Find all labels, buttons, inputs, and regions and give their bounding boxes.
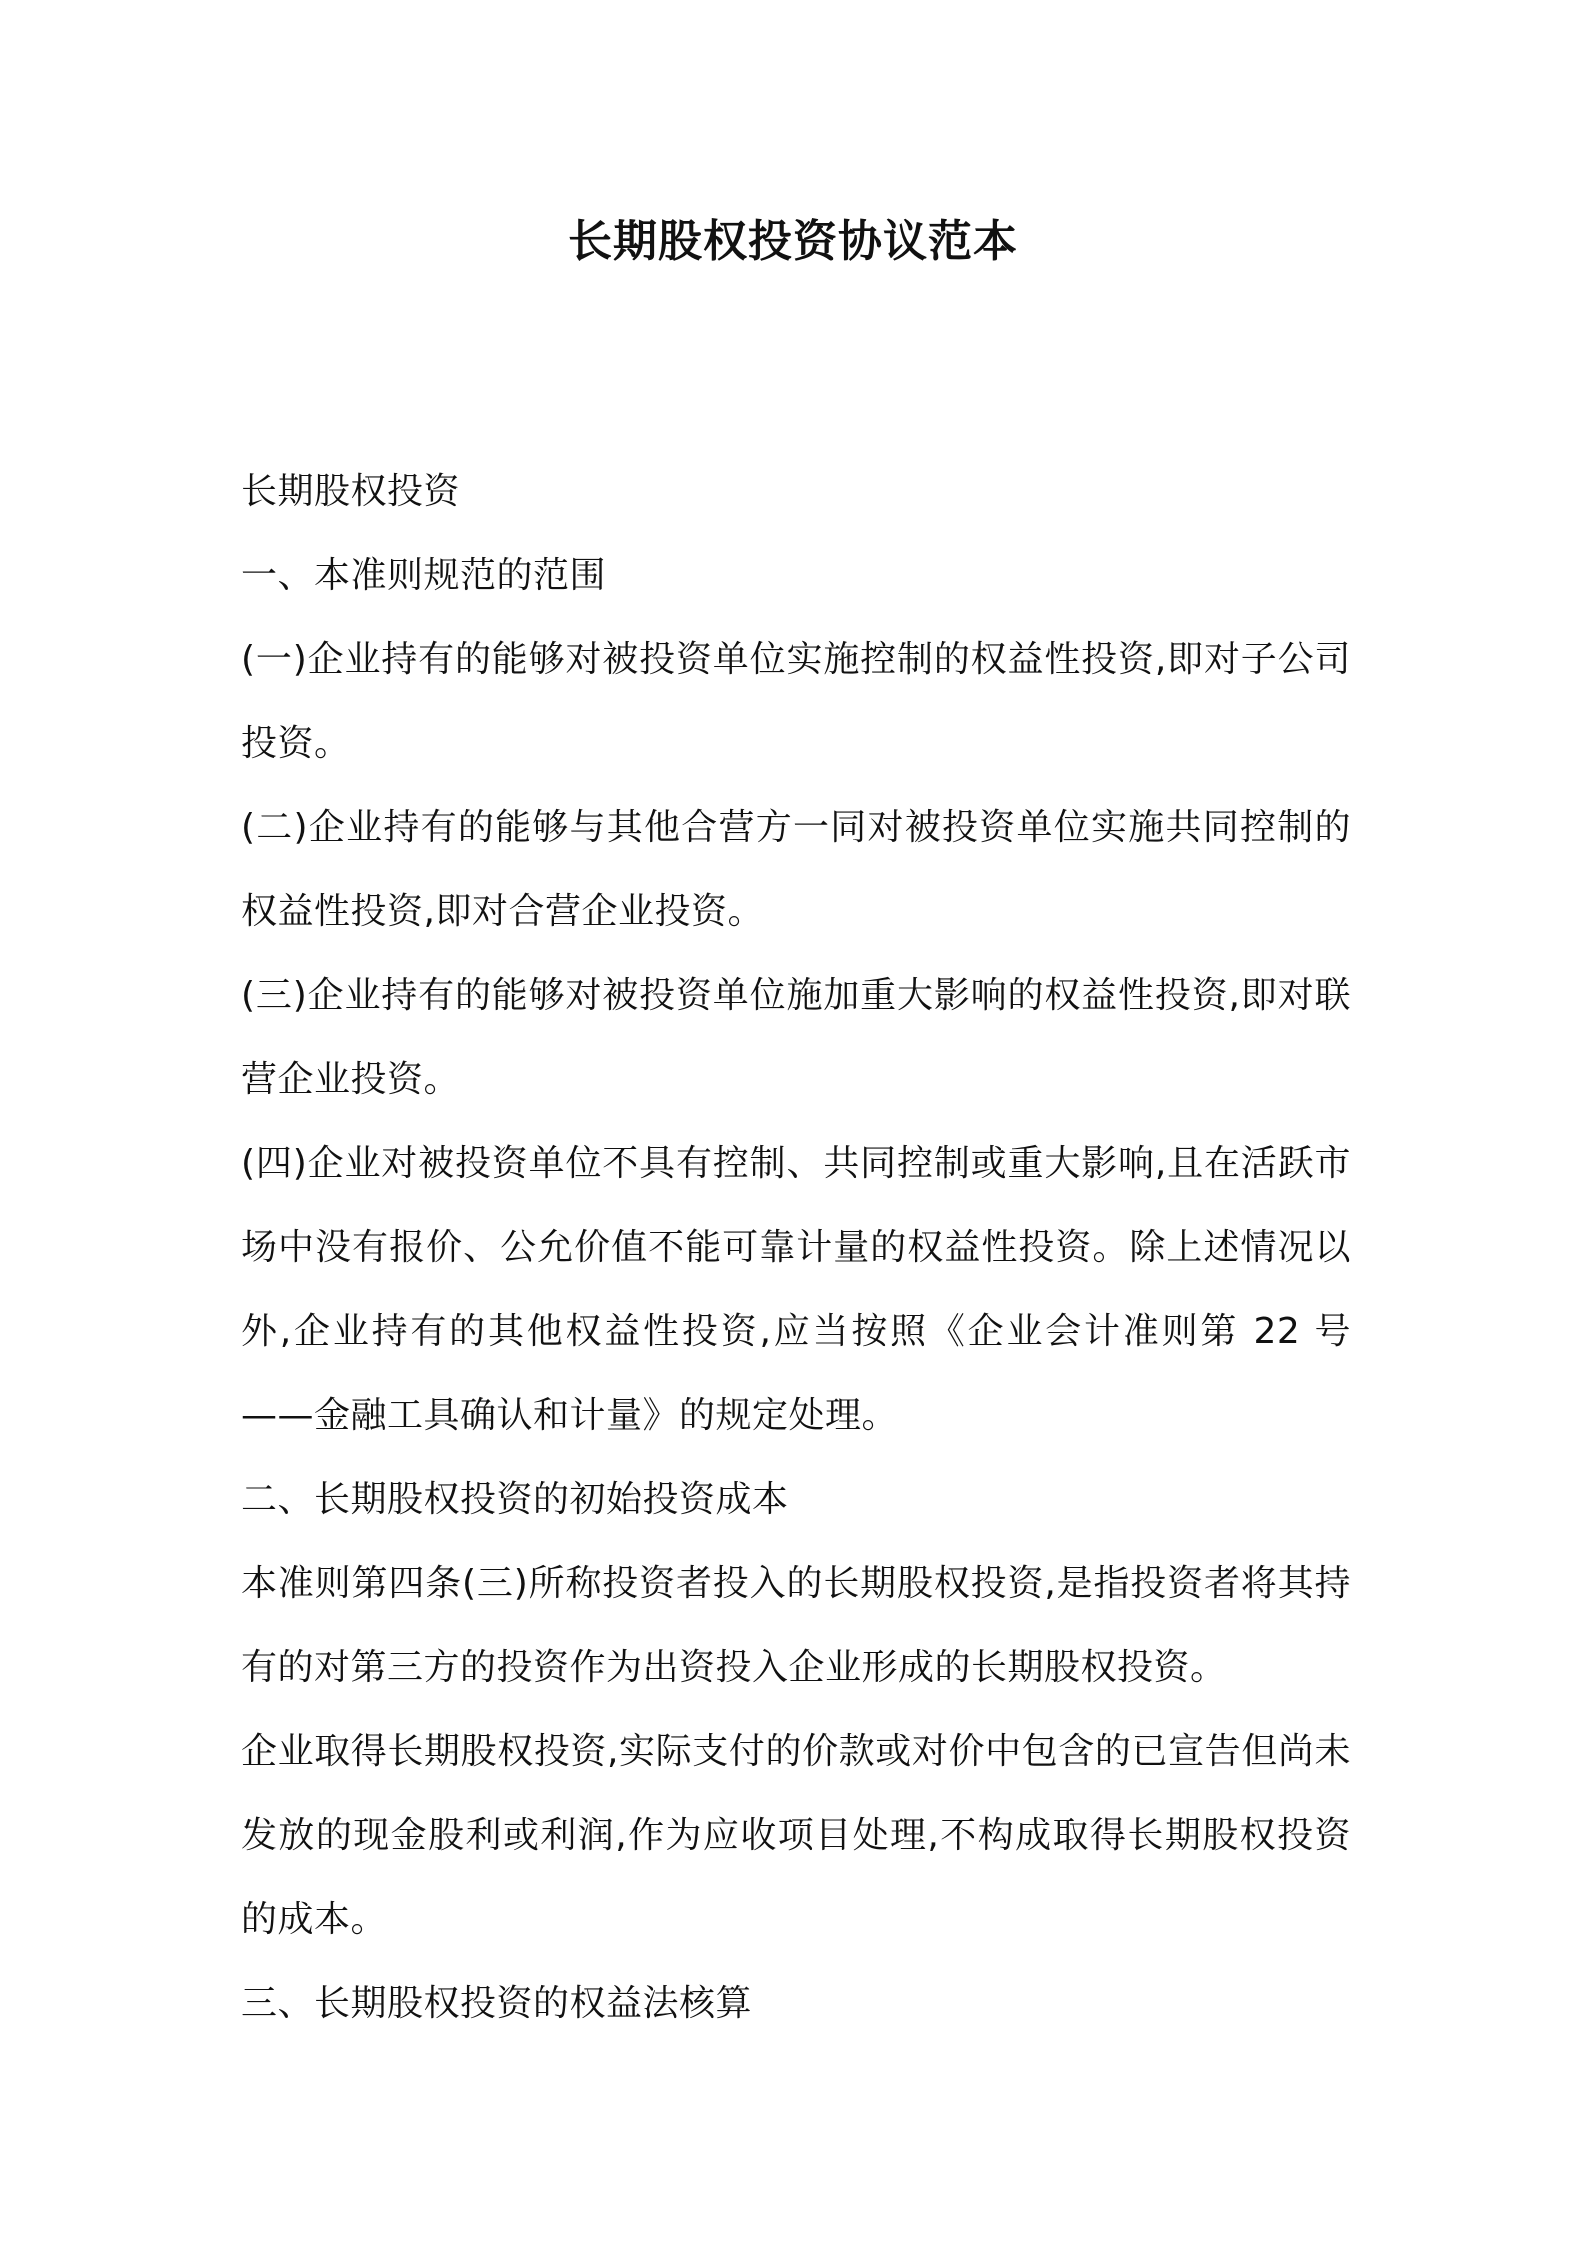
paragraph: 企业取得长期股权投资,实际支付的价款或对价中包含的已宣告但尚未发放的现金股利或利润,作为应收项目处理,不构成取得长期股权投资的成本。: [241, 1731, 1351, 1940]
paragraph: (一)企业持有的能够对被投资单位实施控制的权益性投资,即对子公司投资。: [241, 639, 1351, 764]
document-body: [241, 450, 1351, 2046]
section-heading: 一、本准则规范的范围: [241, 555, 607, 596]
document-title: 长期股权投资协议范本: [568, 216, 1018, 267]
section-heading: 三、长期股权投资的权益法核算: [241, 1983, 753, 2024]
section-heading: 长期股权投资: [241, 471, 461, 512]
paragraph: (二)企业持有的能够与其他合营方一同对被投资单位实施共同控制的权益性投资,即对合营企业投资。: [241, 807, 1351, 932]
section-heading: 二、长期股权投资的初始投资成本: [241, 1479, 789, 1520]
paragraph: (四)企业对被投资单位不具有控制、共同控制或重大影响,且在活跃市场中没有报价、公允价值不能可靠计量的权益性投资。除上述情况以外,企业持有的其他权益性投资,应当按照《企业会计准则第 22 号——金融工具确认和计量》的规定处理。: [241, 1143, 1351, 1436]
paragraph: 本准则第四条(三)所称投资者投入的长期股权投资,是指投资者将其持有的对第三方的投资作为出资投入企业形成的长期股权投资。: [241, 1563, 1351, 1688]
paragraph: (三)企业持有的能够对被投资单位施加重大影响的权益性投资,即对联营企业投资。: [241, 975, 1351, 1100]
